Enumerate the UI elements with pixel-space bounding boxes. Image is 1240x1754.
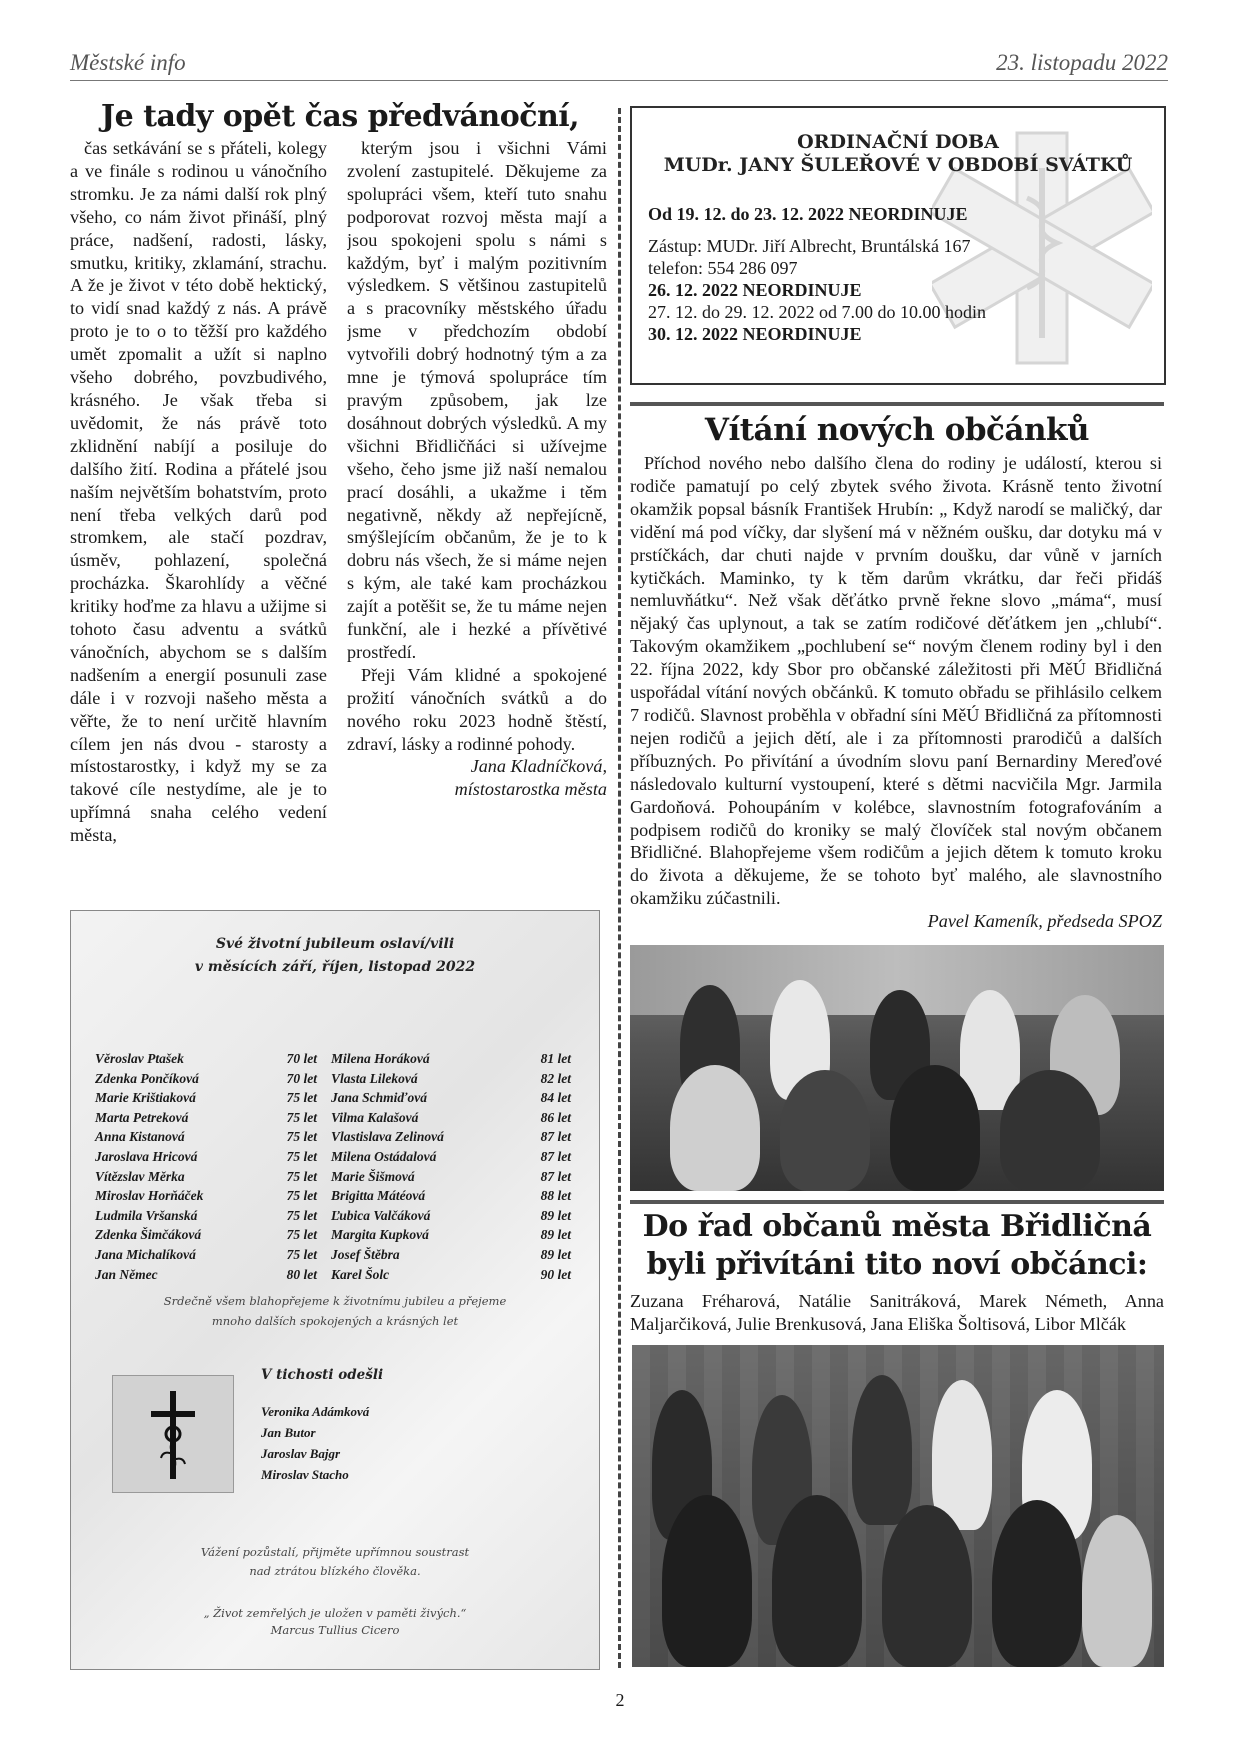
jubilee-age: 87 let — [540, 1168, 571, 1184]
new-citizens-title — [630, 1208, 1164, 1284]
jubilee-age: 75 let — [286, 1090, 317, 1106]
jubilee-name: Vítězslav Měrka — [95, 1168, 185, 1184]
ordinace-line-5: 27. 12. do 29. 12. 2022 od 7.00 do 10.00 hodin — [648, 302, 987, 322]
vitani-title: Vítání nových občánků — [704, 412, 1090, 448]
condolence-1: Vážení pozůstalí, přijměte upřímnou soustrast — [200, 1545, 470, 1559]
jubilee-name: Karel Šolc — [331, 1266, 390, 1282]
jubilee-name: Margita Kupková — [331, 1227, 429, 1243]
cicero-quote: „ Život zemřelých je uložen v paměti živých.“ — [203, 1606, 467, 1620]
jubilee-row — [95, 1167, 317, 1187]
jubilee-row — [95, 1147, 317, 1167]
article-column-1 — [70, 137, 327, 897]
jubilee-name: Anna Kistanová — [95, 1129, 185, 1145]
jubilee-name: Jan Němec — [95, 1266, 158, 1282]
header-section-title: Městské info — [70, 50, 186, 75]
deceased-name: Miroslav Stacho — [261, 1467, 349, 1482]
jubilee-name: Ludmila Vršanská — [95, 1207, 198, 1223]
ordinace-title-2: MUDr. JANY ŠULEŘOVÉ V OBDOBÍ SVÁTKŮ — [663, 154, 1133, 176]
deceased-name: Veronika Adámková — [261, 1404, 370, 1419]
jubilee-row — [95, 1265, 317, 1285]
jubilee-row — [331, 1167, 571, 1187]
jubilee-age: 80 let — [286, 1266, 317, 1282]
jubilee-heading-1: Své životní jubileum oslaví/vili — [215, 936, 455, 952]
jubilee-row — [331, 1245, 571, 1265]
article-signature-role: místostarostka města — [454, 779, 607, 800]
jubilee-wish-1: Srdečně všem blahopřejeme k životnímu jubileu a přejeme — [163, 1294, 507, 1308]
jubilee-age: 70 let — [286, 1051, 317, 1066]
ordinace-title-1: ORDINAČNÍ DOBA — [797, 131, 999, 153]
jubilee-name: Vlasta Lileková — [331, 1070, 418, 1086]
jubilee-age: 86 let — [540, 1109, 571, 1125]
jubilee-age: 70 let — [286, 1070, 317, 1086]
jubilee-row — [95, 1225, 317, 1245]
page-number: 2 — [615, 1690, 625, 1710]
jubilee-name: Zdenka Šimčáková — [95, 1227, 202, 1243]
cicero-author: Marcus Tullius Cicero — [270, 1623, 400, 1637]
jubilee-name: Ľubica Valčáková — [331, 1207, 431, 1223]
jubilee-age: 75 let — [286, 1168, 317, 1184]
jubilee-name: Jaroslava Hricová — [95, 1148, 198, 1164]
jubilee-age: 84 let — [540, 1090, 571, 1106]
ordinace-line-2: Zástup: MUDr. Jiří Albrecht, Bruntálská 167 — [648, 236, 971, 256]
jubilee-age: 75 let — [286, 1148, 317, 1164]
photo-ceremony-group-1 — [630, 945, 1164, 1191]
jubilee-list-right — [331, 1049, 571, 1284]
jubilee-name: Marie Šišmová — [331, 1168, 415, 1184]
section-separator-2 — [630, 1200, 1164, 1204]
jubilee-age: 88 let — [540, 1188, 571, 1204]
photo-ceremony-group-2 — [632, 1345, 1164, 1667]
jubilee-name: Vlastislava Zelinová — [331, 1129, 444, 1145]
jubilee-age: 75 let — [286, 1188, 317, 1204]
jubilee-age: 89 let — [540, 1246, 571, 1262]
jubilee-age: 75 let — [286, 1246, 317, 1262]
jubilee-row — [95, 1049, 317, 1069]
section-separator — [630, 402, 1164, 406]
jubilee-row — [331, 1147, 571, 1167]
jubilee-row — [331, 1088, 571, 1108]
jubilee-row — [95, 1127, 317, 1147]
jubilee-row — [95, 1108, 317, 1128]
jubilee-age: 75 let — [286, 1129, 317, 1145]
jubilee-name: Jana Schmiďová — [331, 1090, 427, 1106]
condolence-2: nad ztrátou blízkého člověka. — [249, 1564, 421, 1578]
jubilee-name: Marta Petreková — [95, 1109, 189, 1125]
jubilee-panel — [70, 910, 600, 1670]
jubilee-name: Milena Horáková — [331, 1051, 430, 1066]
deceased-name: Jaroslav Bajgr — [261, 1446, 341, 1461]
article-column-2 — [347, 137, 607, 907]
article-signature-name: Jana Kladníčková, — [470, 756, 607, 777]
jubilee-row — [95, 1069, 317, 1089]
jubilee-row — [331, 1265, 571, 1285]
jubilee-name: Josef Štěbra — [331, 1246, 400, 1262]
jubilee-row — [95, 1186, 317, 1206]
jubilee-age: 81 let — [540, 1051, 571, 1066]
jubilee-age: 89 let — [540, 1207, 571, 1223]
jubilee-name: Zdenka Pončíková — [95, 1070, 199, 1086]
jubilee-name: Brigitta Mátéová — [331, 1188, 426, 1204]
jubilee-row — [331, 1069, 571, 1089]
header-date: 23. listopadu 2022 — [996, 50, 1168, 75]
jubilee-row — [331, 1225, 571, 1245]
jubilee-name: Miroslav Horňáček — [95, 1188, 204, 1204]
jubilee-age: 75 let — [286, 1227, 317, 1243]
jubilee-list-left — [95, 1049, 317, 1284]
deceased-list — [261, 1401, 369, 1485]
header-divider — [70, 80, 1168, 81]
jubilee-row — [95, 1206, 317, 1226]
jubilee-row — [95, 1245, 317, 1265]
cross-rose-icon — [113, 1376, 233, 1492]
jubilee-name: Milena Ostádalová — [331, 1148, 437, 1164]
jubilee-age: 89 let — [540, 1227, 571, 1243]
memorial-cross-frame — [112, 1375, 234, 1493]
deceased-name: Jan Butor — [261, 1425, 316, 1440]
jubilee-name: Jana Michalíková — [95, 1246, 196, 1262]
jubilee-age: 90 let — [540, 1266, 571, 1282]
jubilee-row — [331, 1206, 571, 1226]
jubilee-age: 75 let — [286, 1207, 317, 1223]
jubilee-heading-2: v měsících září, říjen, listopad 2022 — [194, 959, 476, 975]
new-citizens-names: Zuzana Fréharová, Natálie Sanitráková, Marek Németh, Anna Maljarčiková, Julie Brenkusová, Jana Eliška Šoltisová, Libor Mlčák — [630, 1291, 1164, 1334]
new-citizens-title-2: byli přivítáni tito noví občánci: — [646, 1247, 1148, 1282]
ordinace-line-1: Od 19. 12. do 23. 12. 2022 NEORDINUJE — [648, 204, 968, 224]
jubilee-row — [331, 1127, 571, 1147]
new-citizens-title-1: Do řad občanů města Břidličná — [642, 1209, 1152, 1244]
ordinace-line-3: telefon: 554 286 097 — [648, 258, 798, 278]
jubilee-age: 87 let — [540, 1148, 571, 1164]
jubilee-name: Věroslav Ptašek — [95, 1051, 184, 1066]
article-col2-closing: Přeji Vám klidné a spokojené prožití vánočních svátků a do nového roku 2023 hodně štěstí, zdraví, lásky a rodinné pohody. — [347, 664, 607, 754]
ordinace-line-6: 30. 12. 2022 NEORDINUJE — [648, 324, 862, 344]
vitani-signature: Pavel Kameník, předseda SPOZ — [927, 911, 1162, 931]
vitani-text: Příchod nového nebo dalšího člena do rodiny je událostí, kterou si rodiče pamatují po celý zbytek svého života. Krásně tento životní okamžik popsal básník František Hrubín: „ Když narodí se maličký, dar vidění má pod víčky, dar slyšení má v něžném oušku, dar dotyku má v prstíčkách, dar chuti najde v prvním doušku, dar vůně v jarních kytičkách. Maminko, ty k těm darům vkrátku, dar řeči přidáš nemluvňátku“. Než však děťátko prvně řekne slovo „máma“, musí nějaký čas uplynout, a tak se zatím rodičové děťátkem jen „chlubí“. Takovým okamžikem „pochlubení se“ novým členem rodiny byl i den 22. října 2022, kdy Sbor pro občanské záležitosti při MěÚ Břidličná uspořádal vítání nových občánků. K tomuto obřadu se přihlásilo celkem 7 rodičů. Slavnost proběhla v obřadní síni MěÚ Břidličná za přítomnosti nejen rodičů a jejich dětí, ale i za přítomnosti prarodičů a dalších příbuzných. Po přivítání a úvodním slovu paní Bernardiny Mereďové následovalo kulturní vystoupení, které s dětmi nacvičila Mgr. Jarmila Gardoňová. Pohoupáním v kolébce, slavnostním fotografováním a podpisem rodičů do kroniky se malý človíček stal novým občanem Břidličné. Blahopřejeme všem rodičům a jejich dětem k tomuto kroku do života a děkujeme, že se tohoto byť malého, ale slavnostního okamžiku zúčastnili. — [630, 453, 1162, 909]
article-title: Je tady opět čas předvánoční, — [100, 99, 580, 134]
jubilee-age: 87 let — [540, 1129, 571, 1145]
vitani-text-block — [630, 452, 1162, 922]
column-divider — [618, 108, 621, 1668]
jubilee-row — [331, 1186, 571, 1206]
jubilee-row — [95, 1088, 317, 1108]
article-col2-text: kterým jsou i všichni Vámi zvolení zastupitelé. Děkujeme za spolupráci všem, kteří tuto snahu podporovat rozvoj města mají a jsou spokojeni spolu s námi s každým, byť i malým pozitivním výsledkem. S většinou zastupitelů a s pracovníky městského úřadu jsme v předchozím období vytvořili dobrý hodnotný tým a za mne je týmová spolupráce tím pravým způsobem, jak lze dosáhnout dobrých výsledků. A my všichni Břidličňáci si užívejme všeho, čeho jsme již naší nemalou prací dosáhli, a ukažme i těm negativně, někdy až nepřejícně, smýšlejícím občanům, že je to k dobru nás všech, že si máme nejen s kým, ale také kam procházkou zajít a potěšit se, že tu máme nejen funkční, ale i hezké a přívětivé prostředí. — [347, 138, 607, 662]
jubilee-row — [331, 1108, 571, 1128]
jubilee-age: 75 let — [286, 1109, 317, 1125]
deceased-heading: V tichosti odešli — [261, 1367, 384, 1383]
jubilee-name: Vilma Kalašová — [331, 1109, 419, 1125]
ordinace-line-4: 26. 12. 2022 NEORDINUJE — [648, 280, 862, 300]
jubilee-age: 82 let — [540, 1070, 571, 1086]
article-col1-text: čas setkávání se s přáteli, kolegy a ve finále s rodinou u vánočního stromku. Je za námi další rok plný všeho, co nám život přináší, plný práce, nadšení, radosti, lásky, smutku, kritiky, zklamání, strachu. A že je život v této době hektický, to vidí snad každý z nás. A právě proto je to o to těžší pro každého umět zpomalit a užít si naplno všeho dobrého, povzbudivého, krásného. Je však třeba si uvědomit, že nás právě toto zklidnění nabíjí a posiluje do dalšího žití. Rodina a přátelé jsou naším největším bohatstvím, proto není třeba velkých darů pod stromkem, ale stačí pozdrav, úsměv, pohlazení, společná procházka. Škarohlídy a věčné kritiky hoďme za hlavu a užijme si tohoto času adventu a svátků vánočních, abychom se s dalším nadšením a energií posunuli zase dále i v rozvoji našeho města a věřte, že to není určitě hlavním cílem jen nás dvou - starosty a místostarostky, i když my se za takové cíle nestydíme, ale je to upřímná snaha celého vedení města, — [70, 138, 327, 846]
jubilee-wish-2: mnoho dalších spokojených a krásných let — [211, 1314, 459, 1328]
ordinace-box — [630, 106, 1166, 385]
jubilee-name: Marie Krištiaková — [95, 1090, 196, 1106]
jubilee-row — [331, 1049, 571, 1069]
